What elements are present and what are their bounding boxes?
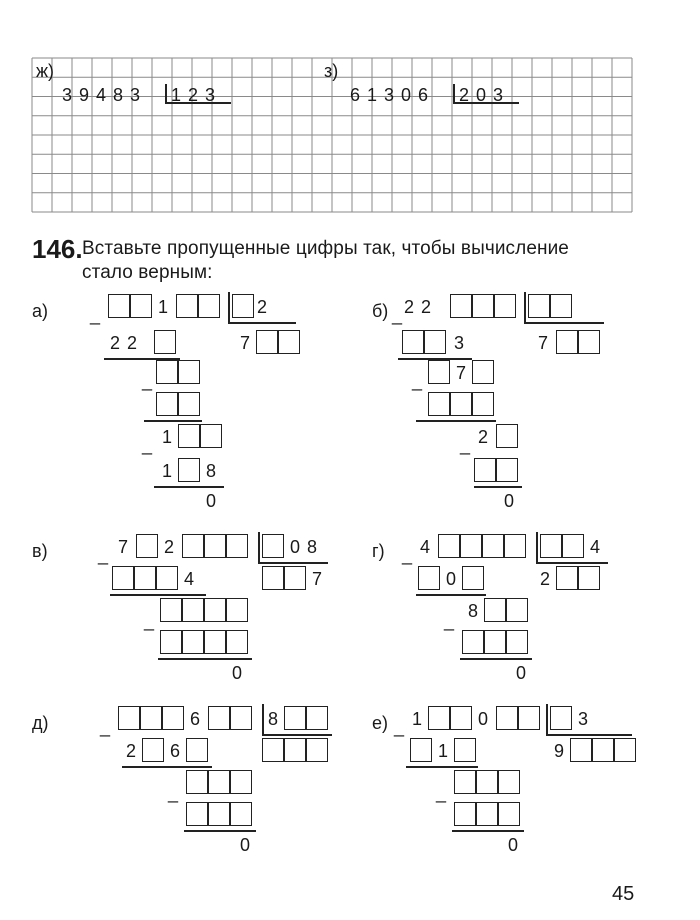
digit-box[interactable] [284,738,306,762]
digit-box[interactable] [428,360,450,384]
digit-box[interactable] [178,424,200,448]
minus-sign: _ [100,717,111,737]
digit-box[interactable] [504,534,526,558]
digit-box[interactable] [208,770,230,794]
puzzle-g-label: г) [372,541,385,561]
division-bar [258,532,260,564]
digit-box[interactable] [154,330,176,354]
digit-box[interactable] [182,534,204,558]
digit-box[interactable] [450,392,472,416]
grid-problem-z-label: з) [324,61,339,81]
digit-box[interactable] [472,392,494,416]
division-bar [262,704,264,736]
given-digit: 4 [420,537,431,557]
minus-sign: _ [444,611,455,631]
minus-sign: _ [394,717,405,737]
digit-box[interactable] [428,392,450,416]
digit-box[interactable] [410,738,432,762]
digit-box[interactable] [226,534,248,558]
grid-problem-zh-divisor: 1 2 3 [171,85,217,105]
digit-box[interactable] [182,630,204,654]
digit-box[interactable] [178,360,200,384]
minus-sign: _ [392,305,403,325]
digit-box[interactable] [454,770,476,794]
digit-box[interactable] [498,802,520,826]
given-digit: 4 [184,569,195,589]
digit-box[interactable] [506,598,528,622]
digit-box[interactable] [182,598,204,622]
digit-box[interactable] [108,294,130,318]
digit-box[interactable] [198,294,220,318]
division-bar [546,704,548,736]
puzzle-b-label: б) [372,301,389,321]
digit-box[interactable] [204,598,226,622]
minus-sign: _ [436,783,447,803]
remainder: 0 [232,663,243,683]
digit-box[interactable] [208,802,230,826]
division-underline [524,322,604,324]
puzzle-a-label: а) [32,301,49,321]
digit-box[interactable] [578,566,600,590]
given-digit: 1 [438,741,449,761]
digit-box[interactable] [160,630,182,654]
digit-box[interactable] [226,598,248,622]
digit-box[interactable] [484,598,506,622]
division-bar [524,292,526,324]
digit-box[interactable] [176,294,198,318]
digit-box[interactable] [506,630,528,654]
digit-box[interactable] [562,534,584,558]
given-digit: 0 [446,569,457,589]
given-digit: 1 [162,427,173,447]
given-digit: 2 [540,569,551,589]
digit-box[interactable] [178,392,200,416]
digit-box[interactable] [570,738,592,762]
minus-sign: _ [142,371,153,391]
digit-box[interactable] [428,706,450,730]
digit-box[interactable] [130,294,152,318]
digit-box[interactable] [262,566,284,590]
digit-box[interactable] [230,802,252,826]
digit-box[interactable] [160,598,182,622]
grid-problem-zh-label: ж) [36,61,55,81]
given-digit: 3 [578,709,589,729]
digit-box[interactable] [528,294,550,318]
digit-box[interactable] [156,360,178,384]
subtraction-line [184,830,256,832]
minus-sign: _ [402,545,413,565]
digit-box[interactable] [262,534,284,558]
remainder: 0 [508,835,519,855]
digit-box[interactable] [454,802,476,826]
subtraction-line [406,766,478,768]
digit-box[interactable] [484,630,506,654]
digit-box[interactable] [186,770,208,794]
minus-sign: _ [460,435,471,455]
subtraction-line [158,658,252,660]
digit-box[interactable] [230,770,252,794]
digit-box[interactable] [550,706,572,730]
given-digit: 7 [456,363,467,383]
digit-box[interactable] [460,534,482,558]
puzzle-e-label: е) [372,713,389,733]
digit-box[interactable] [540,534,562,558]
digit-box[interactable] [262,738,284,762]
puzzle-v-label: в) [32,541,48,561]
digit-box[interactable] [556,566,578,590]
digit-box[interactable] [402,330,424,354]
subtraction-line [474,486,522,488]
digit-box[interactable] [496,424,518,448]
digit-box[interactable] [462,630,484,654]
exercise-text-line2: стало верным: [82,262,213,283]
division-underline [262,734,332,736]
digit-box[interactable] [462,566,484,590]
given-digit: 2 [257,297,268,317]
digit-box[interactable] [496,458,518,482]
puzzle-d-label: д) [32,713,49,733]
grid-problem-zh-division-bar [165,84,167,104]
given-digit: 0 [478,709,489,729]
division-bar [536,532,538,564]
given-digit: 8 [468,601,479,621]
digit-box[interactable] [482,534,504,558]
digit-box[interactable] [134,566,156,590]
exercise-text-line1: Вставьте пропущенные цифры так, чтобы вычисление [82,238,569,259]
page-number: 45 [612,883,635,905]
digit-box[interactable] [156,392,178,416]
division-underline [228,322,296,324]
digit-box[interactable] [418,566,440,590]
digit-box[interactable] [592,738,614,762]
grid-paper [0,0,700,230]
grid-problem-z-dividend: 6 1 3 0 6 [350,85,430,105]
digit-box[interactable] [136,534,158,558]
digit-box[interactable] [472,294,494,318]
digit-box[interactable] [306,706,328,730]
digit-box[interactable] [186,802,208,826]
remainder: 0 [516,663,527,683]
subtraction-line [110,594,206,596]
division-underline [546,734,632,736]
subtraction-line [452,830,524,832]
given-digit: 1 [412,709,423,729]
digit-box[interactable] [204,630,226,654]
digit-box[interactable] [178,458,200,482]
given-digit: 1 [162,461,173,481]
digit-box[interactable] [118,706,140,730]
given-digit: 6 [170,741,181,761]
digit-box[interactable] [226,630,248,654]
subtraction-line [154,486,224,488]
digit-box[interactable] [496,706,518,730]
minus-sign: _ [412,371,423,391]
given-digit: 9 [554,741,565,761]
given-digit: 8 [268,709,279,729]
digit-box[interactable] [230,706,252,730]
digit-box[interactable] [498,770,520,794]
given-digit: 3 [454,333,465,353]
given-digit: 2 [126,741,137,761]
digit-box[interactable] [438,534,460,558]
division-bar [228,292,230,324]
digit-box[interactable] [578,330,600,354]
grid-problem-zh-dividend: 3 9 4 8 3 [62,85,142,105]
given-digit: 2 [164,537,175,557]
minus-sign: _ [168,783,179,803]
remainder: 0 [504,491,515,511]
given-digit: 7 [312,569,323,589]
minus-sign: _ [98,545,109,565]
digit-box[interactable] [476,770,498,794]
given-digit: 7 [240,333,251,353]
digit-box[interactable] [208,706,230,730]
given-digit: 6 [190,709,201,729]
digit-box[interactable] [306,738,328,762]
digit-box[interactable] [450,294,472,318]
division-underline [258,562,328,564]
given-digit: 8 [206,461,217,481]
subtraction-line [144,420,202,422]
digit-box[interactable] [278,330,300,354]
digit-box[interactable] [204,534,226,558]
given-digit: 2 2 [404,297,433,317]
given-digit: 7 [118,537,129,557]
remainder: 0 [240,835,251,855]
subtraction-line [460,658,532,660]
minus-sign: _ [90,305,101,325]
digit-box[interactable] [550,294,572,318]
digit-box[interactable] [256,330,278,354]
digit-box[interactable] [162,706,184,730]
digit-box[interactable] [474,458,496,482]
digit-box[interactable] [284,566,306,590]
digit-box[interactable] [112,566,134,590]
subtraction-line [416,420,496,422]
digit-box[interactable] [200,424,222,448]
given-digit: 7 [538,333,549,353]
given-digit: 2 [478,427,489,447]
digit-box[interactable] [450,706,472,730]
digit-box[interactable] [140,706,162,730]
digit-box[interactable] [232,294,254,318]
digit-box[interactable] [156,566,178,590]
digit-box[interactable] [494,294,516,318]
given-digit: 4 [590,537,601,557]
digit-box[interactable] [518,706,540,730]
digit-box[interactable] [186,738,208,762]
digit-box[interactable] [476,802,498,826]
subtraction-line [122,766,212,768]
digit-box[interactable] [556,330,578,354]
given-digit: 0 8 [290,537,319,557]
digit-box[interactable] [142,738,164,762]
grid-problem-z-division-bar [453,84,455,104]
digit-box[interactable] [472,360,494,384]
digit-box[interactable] [454,738,476,762]
remainder: 0 [206,491,217,511]
digit-box[interactable] [284,706,306,730]
given-digit: 2 2 [110,333,139,353]
given-digit: 1 [158,297,169,317]
digit-box[interactable] [614,738,636,762]
minus-sign: _ [144,611,155,631]
minus-sign: _ [142,435,153,455]
division-underline [536,562,608,564]
digit-box[interactable] [424,330,446,354]
grid-problem-z-divisor: 2 0 3 [459,85,505,105]
subtraction-line [416,594,486,596]
exercise-number: 146. [32,234,83,264]
